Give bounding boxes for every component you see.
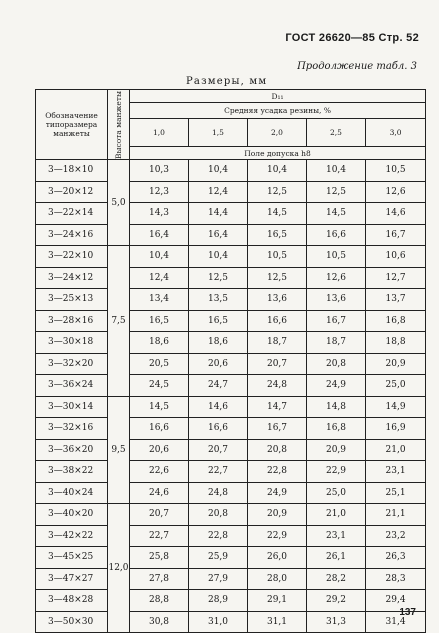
dimensions-table — [35, 89, 426, 633]
value-cell: 16,5 — [189, 310, 248, 332]
table-row — [36, 396, 426, 418]
value-cell: 12,6 — [307, 267, 366, 289]
value-cell: 10,3 — [130, 160, 189, 182]
value-cell: 10,5 — [307, 246, 366, 268]
value-cell: 16,8 — [366, 310, 426, 332]
table-row — [36, 568, 426, 590]
value-cell: 20,9 — [248, 504, 307, 526]
designation-cell: 3—28×16 — [36, 310, 108, 332]
value-cell: 20,9 — [366, 353, 426, 375]
value-cell: 13,6 — [307, 289, 366, 311]
value-cell: 10,6 — [366, 246, 426, 268]
value-cell: 13,6 — [248, 289, 307, 311]
table-row — [36, 160, 426, 182]
value-cell: 24,8 — [189, 482, 248, 504]
value-cell: 27,8 — [130, 568, 189, 590]
value-cell: 22,7 — [189, 461, 248, 483]
table-row — [36, 504, 426, 526]
designation-cell: 3—30×18 — [36, 332, 108, 354]
designation-cell: 3—40×24 — [36, 482, 108, 504]
table-body — [36, 160, 426, 633]
table-row — [36, 547, 426, 569]
value-cell: 21,1 — [366, 504, 426, 526]
value-cell: 26,3 — [366, 547, 426, 569]
value-cell: 18,6 — [130, 332, 189, 354]
designation-cell: 3—42×22 — [36, 525, 108, 547]
value-cell: 10,5 — [248, 246, 307, 268]
height-cell: 5,0 — [108, 160, 130, 246]
value-cell: 12,4 — [130, 267, 189, 289]
table-row — [36, 246, 426, 268]
table-row — [36, 482, 426, 504]
value-cell: 12,5 — [248, 267, 307, 289]
value-cell: 20,8 — [307, 353, 366, 375]
designation-cell: 3—36×24 — [36, 375, 108, 397]
table-row — [36, 590, 426, 612]
value-cell: 14,6 — [366, 203, 426, 225]
designation-cell: 3—24×12 — [36, 267, 108, 289]
value-cell: 20,5 — [130, 353, 189, 375]
value-cell: 16,7 — [366, 224, 426, 246]
value-cell: 12,5 — [248, 181, 307, 203]
value-cell: 31,3 — [307, 611, 366, 633]
value-cell: 31,1 — [248, 611, 307, 633]
designation-cell: 3—25×13 — [36, 289, 108, 311]
designation-cell: 3—36×20 — [36, 439, 108, 461]
value-cell: 31,0 — [189, 611, 248, 633]
value-cell: 25,0 — [366, 375, 426, 397]
value-cell: 28,9 — [189, 590, 248, 612]
designation-cell: 3—22×10 — [36, 246, 108, 268]
value-cell: 22,6 — [130, 461, 189, 483]
value-cell: 24,7 — [189, 375, 248, 397]
value-cell: 13,4 — [130, 289, 189, 311]
value-cell: 18,7 — [248, 332, 307, 354]
page-number: 137 — [399, 607, 416, 618]
shrink-value-header: 1,0 — [130, 119, 189, 147]
height-column-label: Высота манжеты — [114, 90, 123, 159]
table-row — [36, 353, 426, 375]
designation-column-header: Обозначение типоразмера манжеты — [36, 90, 108, 160]
value-cell: 26,1 — [307, 547, 366, 569]
value-cell: 22,7 — [130, 525, 189, 547]
table-continuation-label: Продолжение табл. 3 — [297, 61, 417, 72]
value-cell: 14,5 — [248, 203, 307, 225]
shrinkage-header: Средняя усадка резины, % — [130, 103, 426, 119]
value-cell: 14,5 — [130, 396, 189, 418]
value-cell: 22,9 — [307, 461, 366, 483]
value-cell: 10,4 — [189, 246, 248, 268]
table-row — [36, 375, 426, 397]
table-row — [36, 181, 426, 203]
value-cell: 27,9 — [189, 568, 248, 590]
value-cell: 10,4 — [307, 160, 366, 182]
value-cell: 25,1 — [366, 482, 426, 504]
value-cell: 14,4 — [189, 203, 248, 225]
value-cell: 29,1 — [248, 590, 307, 612]
value-cell: 18,8 — [366, 332, 426, 354]
value-cell: 14,9 — [366, 396, 426, 418]
height-column-header — [108, 90, 130, 160]
value-cell: 16,7 — [307, 310, 366, 332]
value-cell: 20,8 — [248, 439, 307, 461]
value-cell: 21,0 — [366, 439, 426, 461]
value-cell: 10,4 — [130, 246, 189, 268]
value-cell: 28,2 — [307, 568, 366, 590]
shrink-value-header: 1,5 — [189, 119, 248, 147]
value-cell: 12,6 — [366, 181, 426, 203]
value-cell: 16,4 — [130, 224, 189, 246]
value-cell: 13,7 — [366, 289, 426, 311]
table-row — [36, 439, 426, 461]
value-cell: 12,4 — [189, 181, 248, 203]
height-cell: 9,5 — [108, 396, 130, 504]
table-row — [36, 203, 426, 225]
designation-cell: 3—47×27 — [36, 568, 108, 590]
height-cell: 7,5 — [108, 246, 130, 397]
value-cell: 20,7 — [189, 439, 248, 461]
value-cell: 23,2 — [366, 525, 426, 547]
value-cell: 24,9 — [248, 482, 307, 504]
value-cell: 28,3 — [366, 568, 426, 590]
value-cell: 21,0 — [307, 504, 366, 526]
table-row — [36, 289, 426, 311]
value-cell: 14,5 — [307, 203, 366, 225]
designation-cell: 3—38×22 — [36, 461, 108, 483]
value-cell: 30,8 — [130, 611, 189, 633]
value-cell: 20,7 — [130, 504, 189, 526]
value-cell: 26,0 — [248, 547, 307, 569]
table-row — [36, 332, 426, 354]
shrink-value-header: 3,0 — [366, 119, 426, 147]
page-header: ГОСТ 26620—85 Стр. 52 — [285, 32, 419, 44]
value-cell: 16,6 — [130, 418, 189, 440]
value-cell: 16,8 — [307, 418, 366, 440]
value-cell: 16,6 — [189, 418, 248, 440]
value-cell: 16,6 — [248, 310, 307, 332]
value-cell: 12,7 — [366, 267, 426, 289]
value-cell: 22,8 — [189, 525, 248, 547]
table-row — [36, 418, 426, 440]
value-cell: 29,2 — [307, 590, 366, 612]
designation-cell: 3—32×16 — [36, 418, 108, 440]
shrink-value-header: 2,5 — [307, 119, 366, 147]
dimensions-caption: Размеры, мм — [186, 76, 268, 87]
designation-cell: 3—22×14 — [36, 203, 108, 225]
value-cell: 24,5 — [130, 375, 189, 397]
value-cell: 25,0 — [307, 482, 366, 504]
table-row — [36, 267, 426, 289]
table-row — [36, 310, 426, 332]
designation-cell: 3—50×30 — [36, 611, 108, 633]
table-row — [36, 461, 426, 483]
value-cell: 12,5 — [189, 267, 248, 289]
table-row — [36, 611, 426, 633]
tolerance-header: Поле допуска h8 — [130, 147, 426, 160]
value-cell: 24,8 — [248, 375, 307, 397]
designation-cell: 3—18×10 — [36, 160, 108, 182]
value-cell: 22,9 — [248, 525, 307, 547]
value-cell: 20,8 — [189, 504, 248, 526]
value-cell: 12,3 — [130, 181, 189, 203]
value-cell: 14,3 — [130, 203, 189, 225]
value-cell: 14,7 — [248, 396, 307, 418]
value-cell: 16,7 — [248, 418, 307, 440]
value-cell: 18,7 — [307, 332, 366, 354]
value-cell: 31,4 — [366, 611, 426, 633]
designation-cell: 3—24×16 — [36, 224, 108, 246]
designation-cell: 3—45×25 — [36, 547, 108, 569]
value-cell: 10,4 — [248, 160, 307, 182]
value-cell: 22,8 — [248, 461, 307, 483]
value-cell: 23,1 — [366, 461, 426, 483]
value-cell: 23,1 — [307, 525, 366, 547]
shrink-value-header: 2,0 — [248, 119, 307, 147]
value-cell: 16,5 — [248, 224, 307, 246]
value-cell: 13,5 — [189, 289, 248, 311]
value-cell: 16,4 — [189, 224, 248, 246]
value-cell: 24,9 — [307, 375, 366, 397]
value-cell: 16,6 — [307, 224, 366, 246]
height-cell: 12,0 — [108, 504, 130, 633]
table-row — [36, 525, 426, 547]
value-cell: 20,6 — [130, 439, 189, 461]
designation-cell: 3—40×20 — [36, 504, 108, 526]
value-cell: 20,9 — [307, 439, 366, 461]
value-cell: 28,8 — [130, 590, 189, 612]
value-cell: 25,8 — [130, 547, 189, 569]
value-cell: 18,6 — [189, 332, 248, 354]
value-cell: 16,5 — [130, 310, 189, 332]
designation-cell: 3—48×28 — [36, 590, 108, 612]
value-cell: 25,9 — [189, 547, 248, 569]
value-cell: 20,6 — [189, 353, 248, 375]
value-cell: 24,6 — [130, 482, 189, 504]
value-cell: 14,6 — [189, 396, 248, 418]
d-column-header: D₁₁ — [130, 90, 426, 103]
value-cell: 12,5 — [307, 181, 366, 203]
value-cell: 14,8 — [307, 396, 366, 418]
value-cell: 10,5 — [366, 160, 426, 182]
value-cell: 28,0 — [248, 568, 307, 590]
table-row — [36, 224, 426, 246]
value-cell: 10,4 — [189, 160, 248, 182]
value-cell: 20,7 — [248, 353, 307, 375]
designation-cell: 3—32×20 — [36, 353, 108, 375]
value-cell: 16,9 — [366, 418, 426, 440]
designation-cell: 3—20×12 — [36, 181, 108, 203]
designation-cell: 3—30×14 — [36, 396, 108, 418]
value-cell: 29,4 — [366, 590, 426, 612]
